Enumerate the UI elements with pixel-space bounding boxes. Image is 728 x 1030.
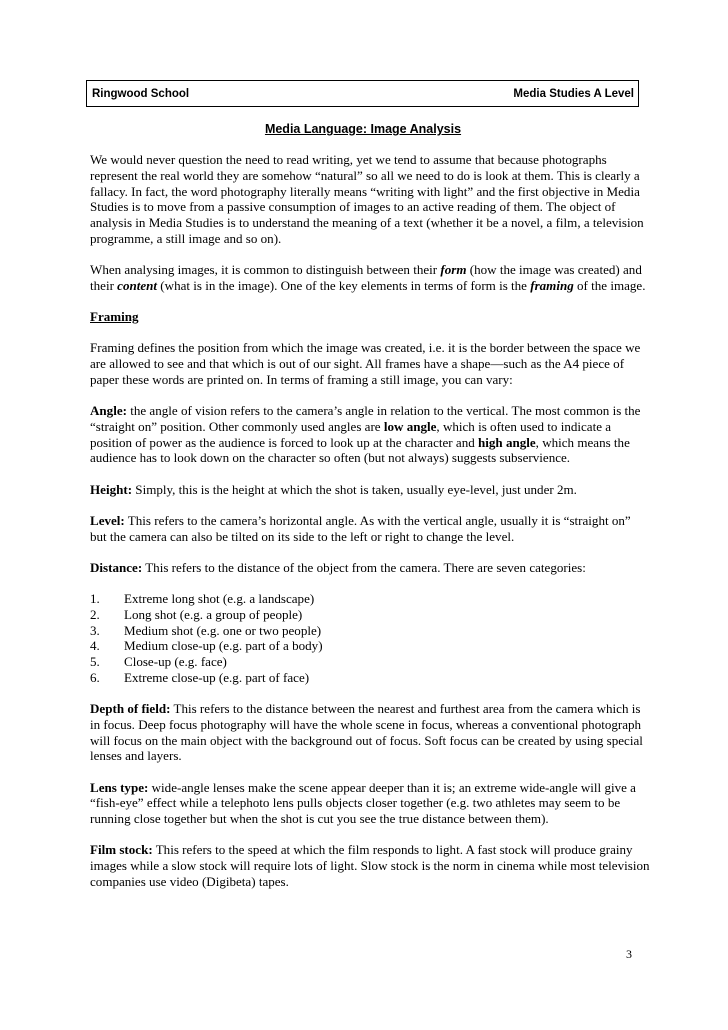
shot-list xyxy=(90,591,650,686)
list-text: Extreme close-up (e.g. part of face) xyxy=(124,669,310,685)
list-item xyxy=(90,623,650,639)
text-run: of the image. xyxy=(573,277,646,293)
text-run: This refers to the camera’s horizontal angle. As with the vertical angle, usually it is “straight on” but the camera can also be tilted on its side to the left or right to change the level. xyxy=(90,512,631,544)
list-item xyxy=(90,654,650,670)
text-run: Simply, this is the height at which the shot is taken, usually eye-level, just under 2m. xyxy=(132,481,577,497)
level-paragraph xyxy=(90,513,650,545)
angle-label: Angle: xyxy=(90,403,127,418)
text-run: This refers to the speed at which the film responds to light. A fast stock will produce grainy images while a slow stock will require lots of light. Slow stock is the norm in cinema while most television companies use video (Digibeta) tapes. xyxy=(90,842,650,889)
text-run: When analysing images, it is common to distinguish between their xyxy=(90,262,441,277)
list-number: 4. xyxy=(90,638,100,654)
lens-label: Lens type: xyxy=(90,779,149,795)
document-title: Media Language: Image Analysis xyxy=(264,122,462,136)
list-number: 2. xyxy=(90,606,100,622)
text-run: (what is in the image). One of the key elements in terms of form is the xyxy=(157,277,531,293)
list-item xyxy=(90,607,650,623)
angle-paragraph xyxy=(90,403,650,466)
height-paragraph xyxy=(90,482,650,498)
list-item xyxy=(90,591,650,607)
list-text: Extreme long shot (e.g. a landscape) xyxy=(124,591,315,606)
term-framing: framing xyxy=(530,277,574,293)
text-run: This refers to the distance between the nearest and furthest area from the camera which is in focus. Deep focus photography will have the whole scene in focus, whereas a conventional photograph will focus on the main object with the background out of focus. Soft focus can be created by using special lenses and layers. xyxy=(90,701,643,764)
distance-paragraph xyxy=(90,560,650,576)
term-high-angle: high angle xyxy=(478,434,536,450)
list-text: Long shot (e.g. a group of people) xyxy=(124,606,303,622)
level-label: Level: xyxy=(90,512,125,528)
document-body xyxy=(90,152,650,905)
text-run: , which is often used to indicate a position of power as the audience is forced to look up at the character and xyxy=(90,418,612,450)
school-name: Ringwood School xyxy=(92,88,190,100)
list-text: Close-up (e.g. face) xyxy=(124,654,227,669)
text-run: , which means the audience has to look down on the character so often (but not always) suggests subservience. xyxy=(90,434,630,466)
list-text: Medium shot (e.g. one or two people) xyxy=(124,622,322,638)
term-form: form xyxy=(440,262,467,277)
text-run: wide-angle lenses make the scene appear deeper than it is; an extreme wide-angle will give a “fish-eye” effect while a telephoto lens pulls objects closer together (e.g. two athletes may seem to be running close together but when the shot is cut you see the true distance between them). xyxy=(90,779,636,826)
film-paragraph xyxy=(90,842,650,889)
depth-label: Depth of field: xyxy=(90,701,171,716)
text-run: (how the image was created) and their xyxy=(90,262,642,293)
term-content: content xyxy=(117,277,158,293)
list-number: 3. xyxy=(90,622,100,638)
framing-paragraph: Framing defines the position from which the image was created, i.e. it is the border between the space we are allowed to see and that which is out of our sight. All frames have a shape—such as the A4 piece of paper these words are printed on. In terms of framing a still image, you can vary: xyxy=(90,340,641,387)
depth-paragraph xyxy=(90,701,650,764)
intro-paragraph: We would never question the need to read writing, yet we tend to assume that because photographs represent the real world they are somehow “natural” so all we need to do is look at them. This is clearly a fallacy. In fact, the word photography literally means “writing with light” and the first objective in Media Studies is to move from a passive consumption of images to an active reading of them. The object of analysis in Media Studies is to understand the meaning of a text (whether it be a novel, a film, a television programme, a still image and so on). xyxy=(90,152,644,246)
framing-heading: Framing xyxy=(90,309,139,324)
height-label: Height: xyxy=(90,481,133,497)
list-number: 6. xyxy=(90,669,100,685)
list-item xyxy=(90,638,650,654)
lens-paragraph xyxy=(90,780,650,827)
text-run: This refers to the distance of the object from the camera. There are seven categories: xyxy=(142,559,586,575)
form-content-paragraph xyxy=(90,262,650,294)
list-number: 1. xyxy=(90,591,100,606)
list-text: Medium close-up (e.g. part of a body) xyxy=(124,638,323,654)
page-number: 3 xyxy=(626,947,632,961)
page-header xyxy=(86,80,639,107)
course-name: Media Studies A Level xyxy=(513,88,634,100)
list-number: 5. xyxy=(90,654,100,669)
term-low-angle: low angle xyxy=(383,418,437,434)
distance-label: Distance: xyxy=(90,559,143,575)
film-label: Film stock: xyxy=(90,842,153,858)
text-run: the angle of vision refers to the camera’s angle in relation to the vertical. The most common is the “straight on” position. Other commonly used angles are xyxy=(90,403,641,434)
list-item xyxy=(90,670,650,686)
